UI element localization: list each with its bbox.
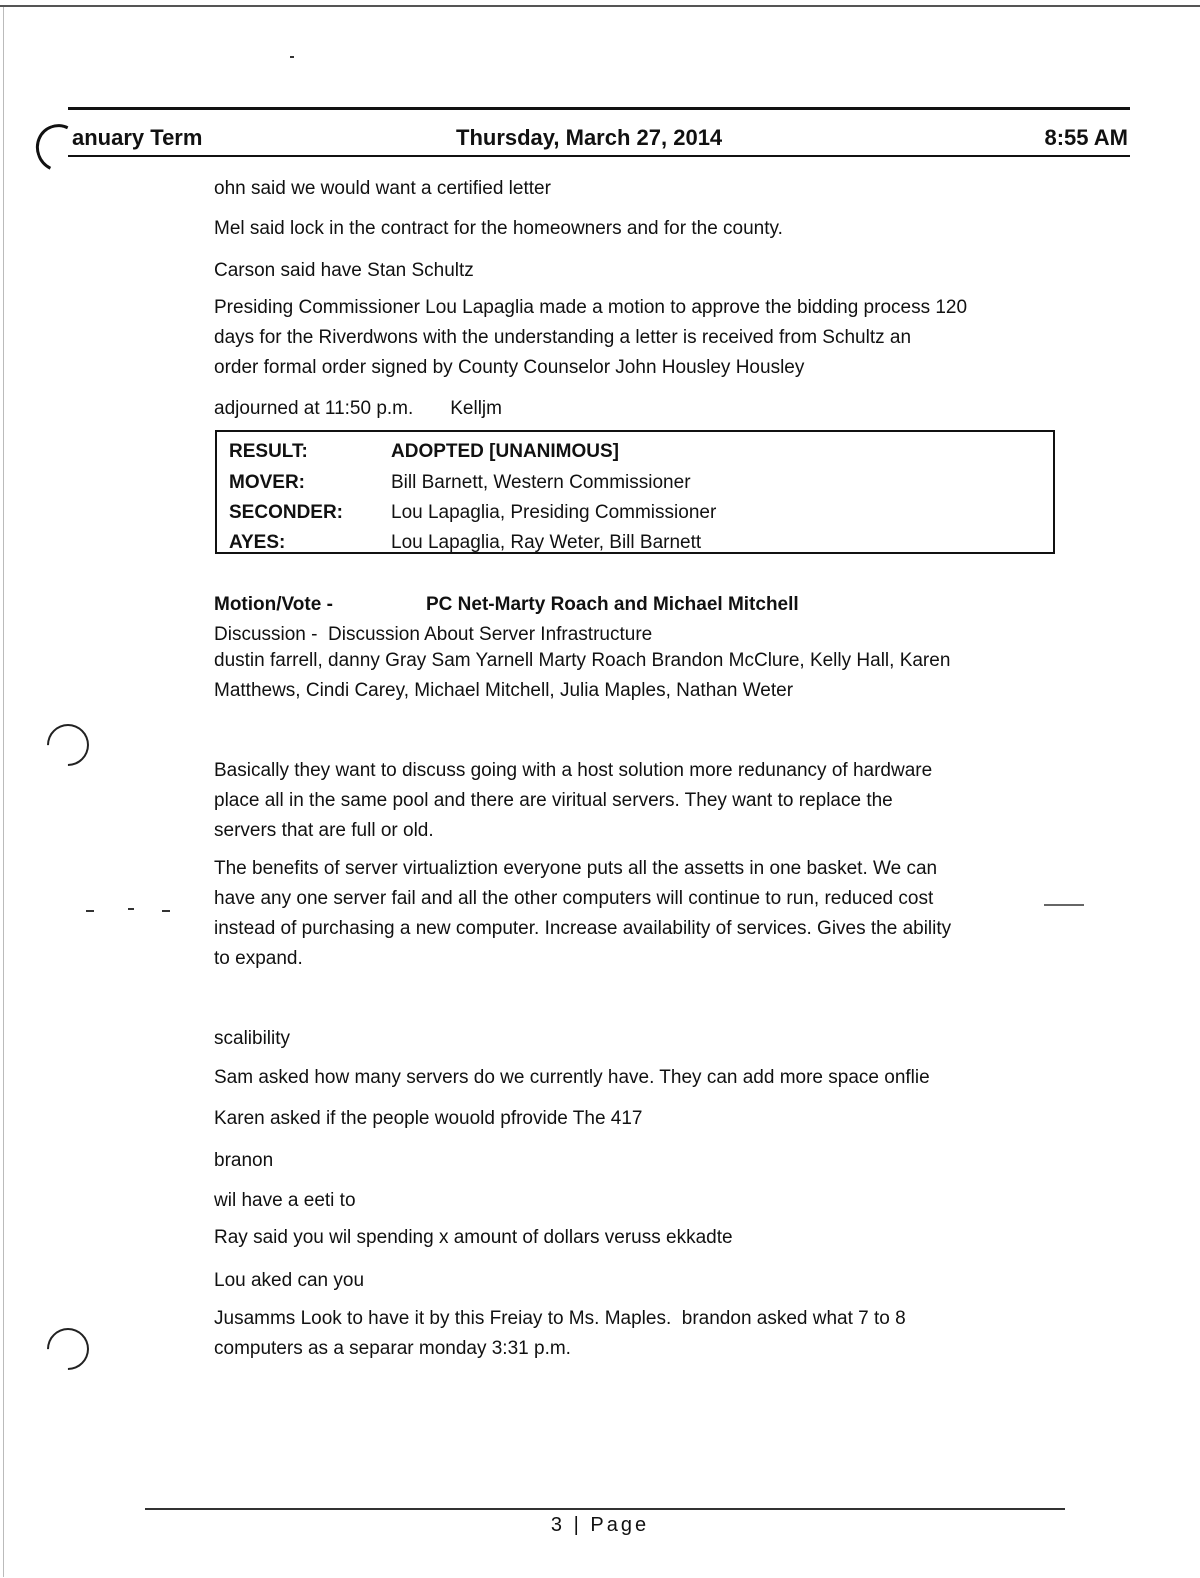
line-karen-asked: Karen asked if the people wouold pfrovide The 417 (214, 1108, 643, 1129)
line-wil-have: wil have a eeti to (214, 1190, 356, 1211)
motion-paragraph: Presiding Commissioner Lou Lapaglia made a motion to approve the bidding process 120 days for the Riverdwons with the understanding a letter is received from Schultz an order formal order signed by County Counselor John Housley Housley (214, 297, 968, 378)
line-sam-asked: Sam asked how many servers do we currently have. They can add more space onflie (214, 1067, 930, 1088)
scan-left-edge (3, 7, 4, 1577)
line-scalibility: scalibility (214, 1028, 291, 1049)
header-time: 8:55 AM (1044, 125, 1128, 150)
binder-hole (38, 715, 97, 774)
scan-speck (86, 910, 94, 912)
vote-ayes-label: AYES: (229, 532, 286, 553)
line-stan-schultz: Carson said have Stan Schultz (214, 260, 474, 281)
line-ray-said: Ray said you wil spending x amount of dollars veruss ekkadte (214, 1227, 733, 1248)
benefits-paragraph: The benefits of server virtualiztion everyone puts all the assetts in one basket. We can have any one server fail and all the other computers will continue to run, reduced cost instead of purchasing a new computer. Increase availability of services. Gives the ability to expand. (214, 858, 952, 969)
line-branon: branon (214, 1150, 274, 1171)
vote-result-label: RESULT: (229, 441, 308, 462)
scan-speck (290, 56, 294, 58)
discussion-line: Discussion - Discussion About Server Infrastructure (214, 624, 653, 645)
footer-rule (145, 1508, 1065, 1510)
vote-mover-value: Bill Barnett, Western Commissioner (391, 472, 691, 493)
header-date: Thursday, March 27, 2014 (456, 125, 723, 150)
header-top-rule (68, 107, 1130, 110)
vote-seconder-label: SECONDER: (229, 502, 344, 523)
line-certified-letter: ohn said we would want a certified letter (214, 178, 551, 199)
header-term: anuary Term (72, 125, 203, 150)
line-lock-contract: Mel said lock in the contract for the homeowners and for the county. (214, 218, 783, 239)
motion-vote-label: Motion/Vote - (214, 594, 333, 615)
scan-top-edge (0, 5, 1200, 7)
binder-hole (38, 1319, 97, 1378)
vote-result-box (215, 430, 1055, 554)
final-paragraph: Jusamms Look to have it by this Freiay to Ms. Maples. brandon asked what 7 to 8 computers as a separar monday 3:31 p.m. (214, 1308, 906, 1359)
host-solution-paragraph: Basically they want to discuss going with a host solution more redunancy of hardware place all in the same pool and there are viritual servers. They want to replace the servers that are full or old. (214, 760, 933, 841)
line-lou-asked: Lou aked can you (214, 1270, 365, 1291)
vote-mover-label: MOVER: (229, 472, 305, 493)
scan-speck (162, 910, 170, 912)
header-bottom-rule (68, 155, 1130, 157)
adjourned-line: adjourned at 11:50 p.m. Kelljm (214, 398, 502, 419)
vote-seconder-value: Lou Lapaglia, Presiding Commissioner (391, 502, 717, 523)
scan-speck (1044, 904, 1084, 906)
vote-ayes-value: Lou Lapaglia, Ray Weter, Bill Barnett (391, 532, 702, 553)
vote-result-value: ADOPTED [UNANIMOUS] (391, 441, 619, 462)
scan-speck (128, 908, 134, 910)
motion-vote-title: PC Net-Marty Roach and Michael Mitchell (426, 594, 799, 615)
attendees-list: dustin farrell, danny Gray Sam Yarnell Marty Roach Brandon McClure, Kelly Hall, Karen Matthews, Cindi Carey, Michael Mitchell, Julia Maples, Nathan Weter (214, 650, 951, 701)
page-number: 3 | Page (550, 1514, 650, 1536)
